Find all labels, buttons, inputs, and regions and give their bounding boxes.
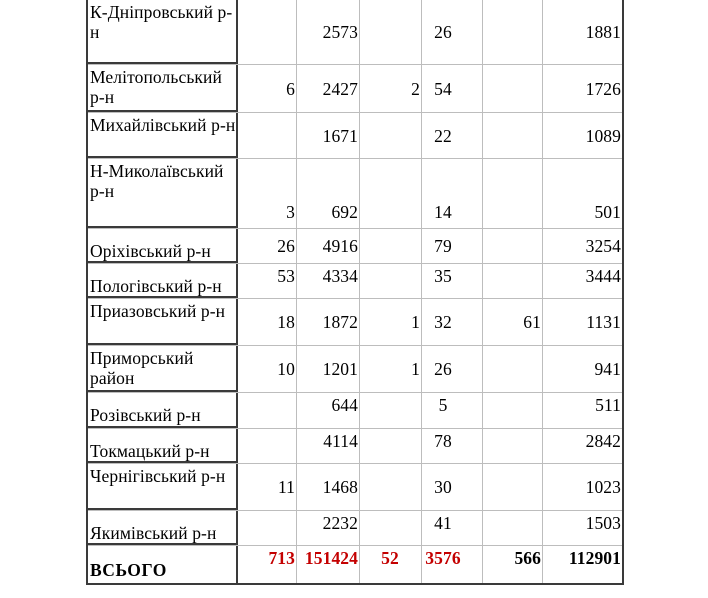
cell-col6: 1131 [586,312,621,332]
cell-col6: 1089 [585,125,621,146]
table-row [88,264,622,299]
table-row [88,159,622,229]
cell-col1: 18 [238,299,297,345]
cell-col6: 511 [595,395,621,415]
total-col6: 112901 [568,548,621,568]
cell-col4: 26 [422,346,483,392]
total-col3: 52 [360,546,422,583]
cell-col6: 2842 [585,431,621,451]
district-name: Приазовський р-н [88,299,238,345]
cell-col2: 644 [297,393,360,428]
cell-col3 [360,464,422,510]
cell-col5 [483,429,543,463]
cell-col6: 1726 [585,78,621,99]
cell-col2: 692 [297,159,360,228]
cell-col1 [238,393,297,428]
cell-col5 [483,464,543,510]
cell-col3 [360,229,422,263]
cell-col5 [483,264,543,298]
cell-col3: 1 [360,299,422,345]
cell-col1 [238,113,297,158]
cell-col4: 30 [422,464,483,510]
cell-col5 [483,159,543,228]
district-name: Н-Миколаївський р-н [88,159,238,228]
cell-col4: 32 [422,299,483,345]
cell-col2: 2573 [297,0,360,64]
cell-col1: 11 [238,464,297,510]
cell-col6: 3444 [585,266,621,286]
cell-col4: 14 [422,159,483,228]
cell-col3 [360,393,422,428]
district-name: Мелітопольський р-н [88,65,238,112]
cell-col6: 1881 [585,22,621,42]
district-statistics-table [86,0,624,585]
table-row [88,511,622,546]
cell-col3 [360,0,422,64]
table-row [88,229,622,264]
cell-col5 [483,393,543,428]
cell-col3 [360,511,422,545]
cell-col1 [238,429,297,463]
district-name: Розівський р-н [88,393,238,428]
table-row [88,346,622,393]
cell-col4: 35 [422,264,483,298]
table-row [88,65,622,113]
cell-col4: 54 [422,65,483,112]
cell-col4: 78 [422,429,483,463]
table-row [88,393,622,429]
total-col1: 713 [238,546,297,583]
cell-col1: 26 [238,229,297,263]
total-col5: 566 [483,546,543,583]
cell-col6: 501 [594,202,621,222]
cell-col3 [360,113,422,158]
table-grid [88,0,622,583]
cell-col2: 1872 [297,299,360,345]
table-row [88,429,622,464]
cell-col2: 4334 [297,264,360,298]
district-name: Михайлівський р-н [88,113,238,158]
cell-col2: 4916 [297,229,360,263]
cell-col6: 1503 [585,513,621,533]
cell-col5 [483,0,543,64]
cell-col2: 2232 [297,511,360,545]
cell-col5 [483,346,543,392]
total-label: ВСЬОГО [88,546,238,583]
cell-col2: 4114 [297,429,360,463]
cell-col4: 41 [422,511,483,545]
cell-col3 [360,429,422,463]
cell-col3 [360,264,422,298]
table-row [88,299,622,346]
table-row [88,0,622,65]
cell-col2: 1468 [297,464,360,510]
cell-col6: 1023 [585,477,621,497]
cell-col1: 53 [238,264,297,298]
cell-col1: 10 [238,346,297,392]
cell-col1: 6 [238,65,297,112]
cell-col4: 79 [422,229,483,263]
cell-col4: 22 [422,113,483,158]
cell-col6: 3254 [585,236,621,256]
cell-col2: 2427 [297,65,360,112]
table-row [88,113,622,159]
district-name: К-Дніпровський р-н [88,0,238,64]
cell-col1 [238,511,297,545]
cell-col5 [483,65,543,112]
cell-col3: 2 [360,65,422,112]
cell-col1 [238,0,297,64]
cell-col5 [483,229,543,263]
district-name: Якимівський р-н [88,511,238,545]
total-col2: 151424 [297,546,360,583]
district-name: Приморський район [88,346,238,392]
district-name: Оріхівський р-н [88,229,238,263]
cell-col3 [360,159,422,228]
cell-col6: 941 [594,359,621,379]
total-col4: 3576 [422,546,483,583]
district-name: Чернігівський р-н [88,464,238,510]
district-name: Токмацький р-н [88,429,238,463]
district-name: Пологівський р-н [88,264,238,298]
cell-col2: 1671 [297,113,360,158]
cell-col4: 26 [422,0,483,64]
cell-col1: 3 [238,159,297,228]
cell-col3: 1 [360,346,422,392]
cell-col5 [483,511,543,545]
cell-col2: 1201 [297,346,360,392]
cell-col4: 5 [422,393,483,428]
total-row [88,546,622,583]
cell-col5: 61 [483,299,543,345]
cell-col5 [483,113,543,158]
table-row [88,464,622,511]
